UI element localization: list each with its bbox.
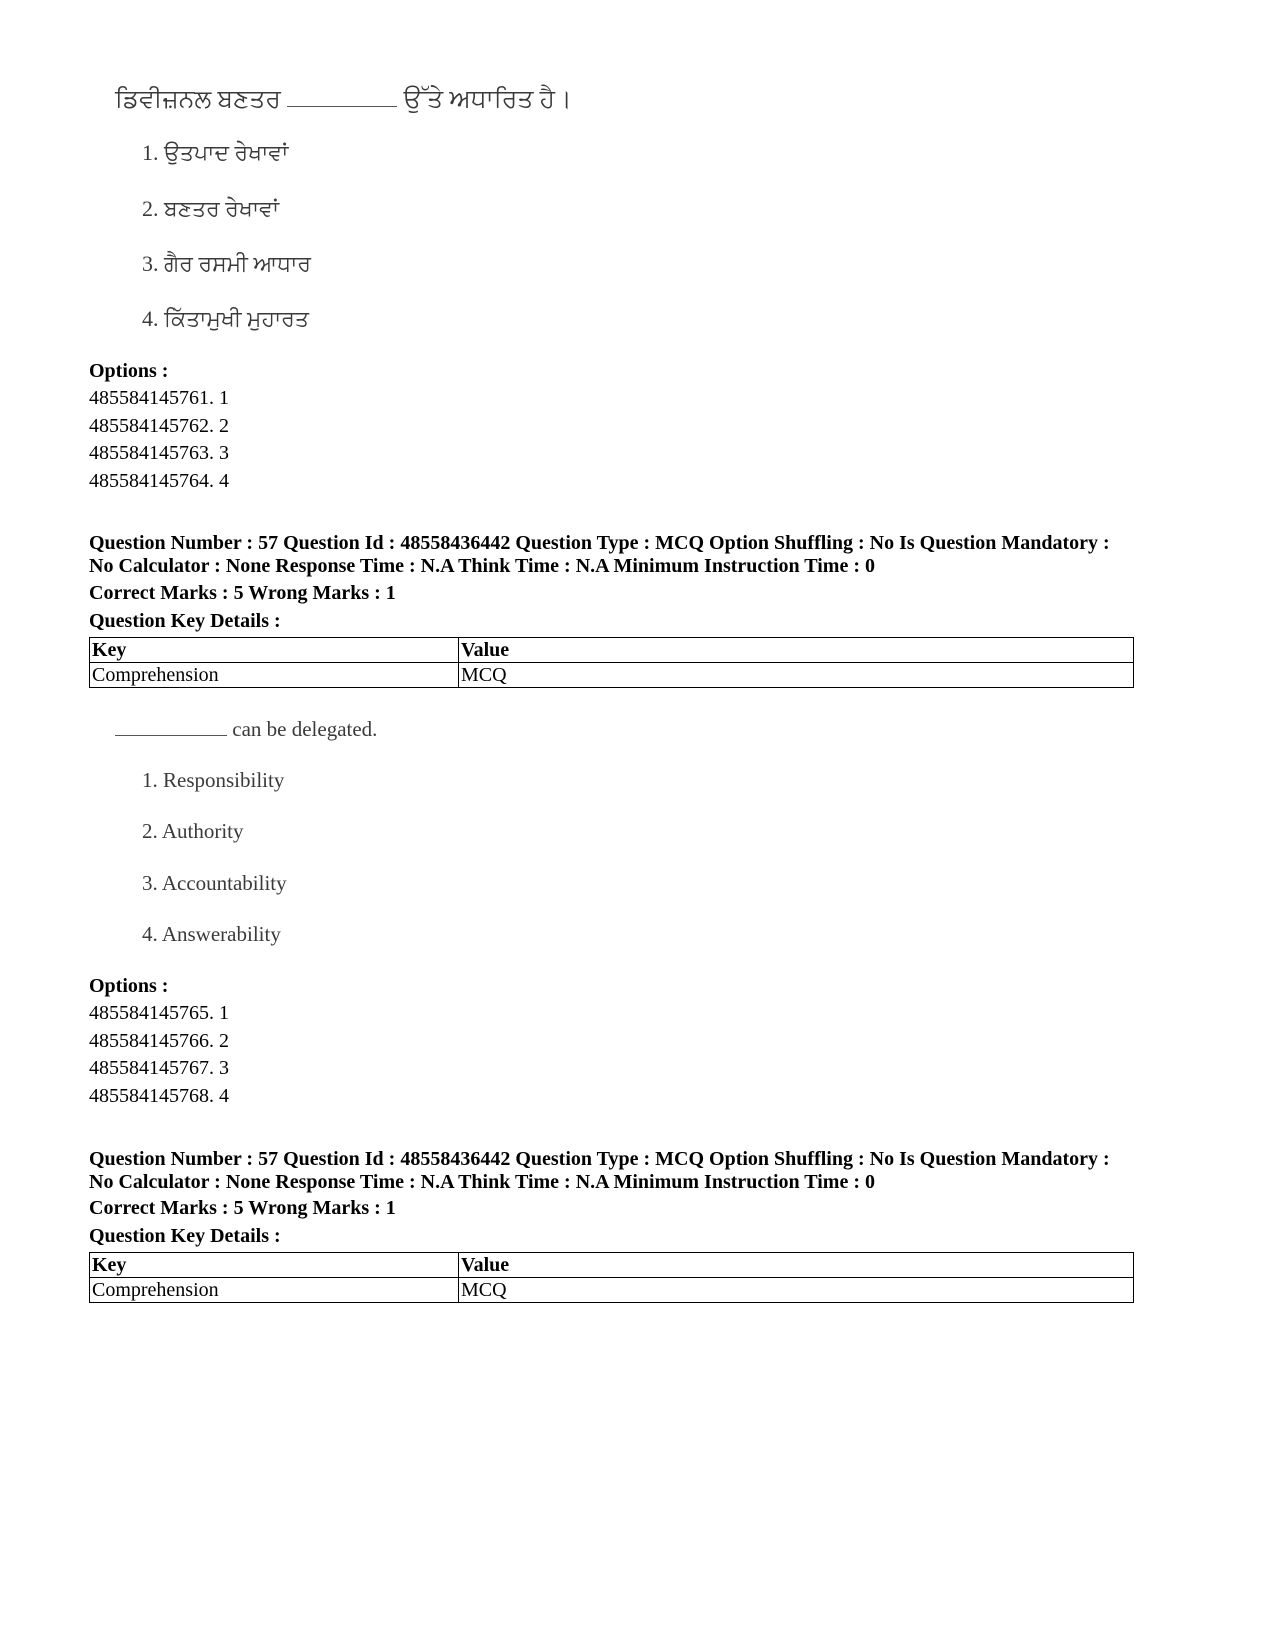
table-header-value: Value xyxy=(459,638,1134,663)
table-cell-value: MCQ xyxy=(459,1278,1134,1303)
choice-3: 3. Accountability xyxy=(142,871,287,895)
table-cell-key: Comprehension xyxy=(90,663,459,688)
question-image-text xyxy=(115,86,572,114)
key-details-table xyxy=(89,1252,1134,1303)
question-prefix: ਡਿਵੀਜ਼ਨਲ ਬਣਤਰ xyxy=(115,86,281,113)
question-meta-line-2: No Calculator : None Response Time : N.A Think Time : N.A Minimum Instruction Time : 0 xyxy=(89,1171,875,1193)
table-cell-value: MCQ xyxy=(459,663,1134,688)
answer-blank xyxy=(287,105,397,107)
option-line: 485584145762. 2 xyxy=(89,415,229,437)
table-row xyxy=(90,663,1134,688)
choice-1: 1. Responsibility xyxy=(142,768,285,792)
question-meta xyxy=(89,1148,1110,1194)
choice-1: 1. ਉਤਪਾਦ ਰੇਖਾਵਾਂ xyxy=(142,140,289,165)
marks-line: Correct Marks : 5 Wrong Marks : 1 xyxy=(89,1197,396,1219)
question-meta-line-1: Question Number : 57 Question Id : 48558436442 Question Type : MCQ Option Shuffling : No Is Question Mandatory : xyxy=(89,532,1110,554)
question-suffix: ਉੱਤੇ ਅਧਾਰਿਤ ਹੈ। xyxy=(403,86,572,113)
question-meta-line-1: Question Number : 57 Question Id : 48558436442 Question Type : MCQ Option Shuffling : No Is Question Mandatory : xyxy=(89,1148,1110,1170)
option-line: 485584145765. 1 xyxy=(89,1002,229,1024)
answer-blank xyxy=(115,734,227,736)
option-line: 485584145766. 2 xyxy=(89,1030,229,1052)
table-header-row xyxy=(90,638,1134,663)
question-image-text xyxy=(115,717,377,742)
option-line: 485584145768. 4 xyxy=(89,1085,229,1107)
table-header-key: Key xyxy=(90,638,459,663)
key-details-label: Question Key Details : xyxy=(89,610,281,632)
choice-2: 2. ਬਣਤਰ ਰੇਖਾਵਾਂ xyxy=(142,196,280,221)
question-meta-line-2: No Calculator : None Response Time : N.A Think Time : N.A Minimum Instruction Time : 0 xyxy=(89,555,875,577)
table-header-value: Value xyxy=(459,1253,1134,1278)
choice-4: 4. Answerability xyxy=(142,922,281,946)
options-heading: Options : xyxy=(89,975,169,997)
question-suffix: can be delegated. xyxy=(232,717,378,741)
option-line: 485584145764. 4 xyxy=(89,470,229,492)
table-header-row xyxy=(90,1253,1134,1278)
option-line: 485584145767. 3 xyxy=(89,1057,229,1079)
key-details-table xyxy=(89,637,1134,688)
key-details-label: Question Key Details : xyxy=(89,1225,281,1247)
options-heading: Options : xyxy=(89,360,169,382)
choice-3: 3. ਗੈਰ ਰਸਮੀ ਆਧਾਰ xyxy=(142,251,312,276)
table-row xyxy=(90,1278,1134,1303)
choice-2: 2. Authority xyxy=(142,819,244,843)
table-cell-key: Comprehension xyxy=(90,1278,459,1303)
choice-4: 4. ਕਿੱਤਾਮੁਖੀ ਮੁਹਾਰਤ xyxy=(142,306,310,331)
option-line: 485584145761. 1 xyxy=(89,387,229,409)
option-line: 485584145763. 3 xyxy=(89,442,229,464)
question-meta xyxy=(89,532,1110,578)
marks-line: Correct Marks : 5 Wrong Marks : 1 xyxy=(89,582,396,604)
table-header-key: Key xyxy=(90,1253,459,1278)
